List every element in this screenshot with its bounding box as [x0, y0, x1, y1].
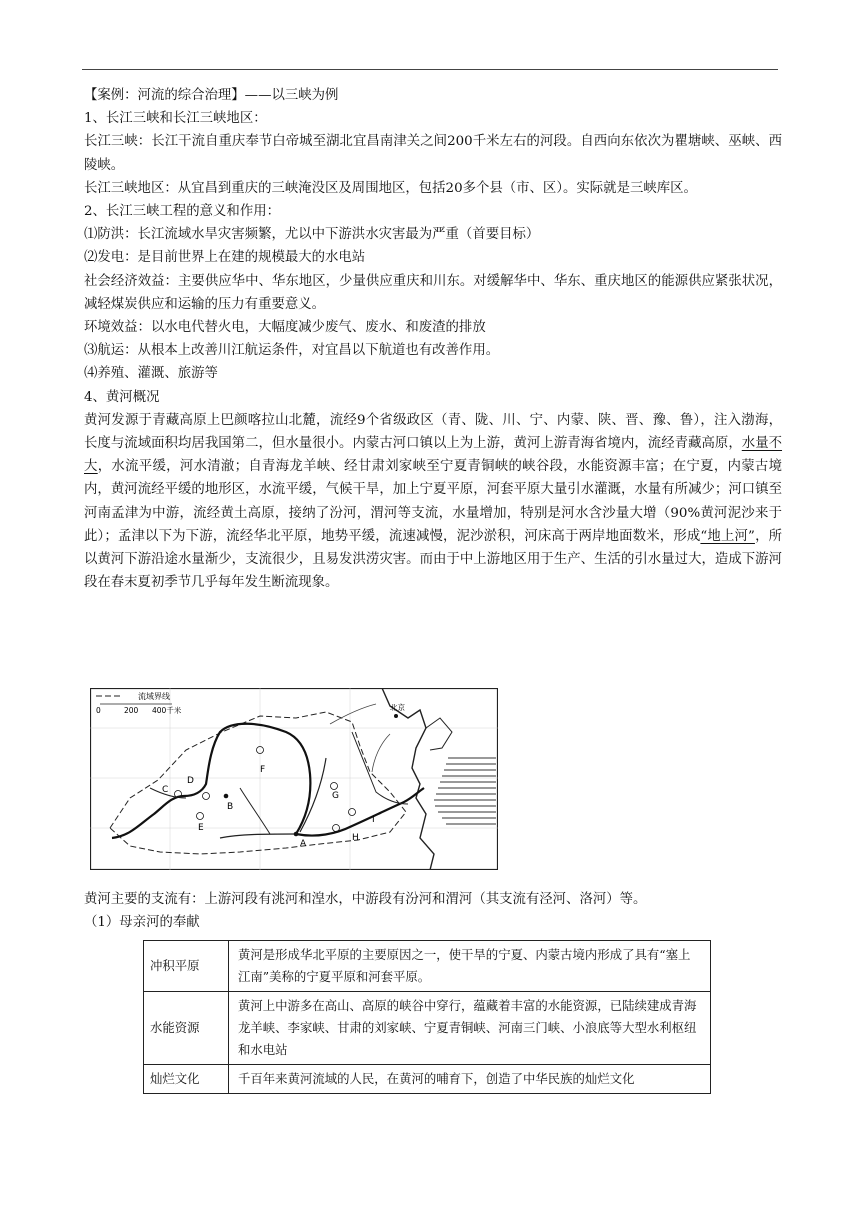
dot-b — [224, 794, 229, 799]
point-d: D — [187, 776, 194, 786]
section-2-line-4: 环境效益：以水电代替火电，大幅度减少废气、废水、和废渣的排放 — [84, 320, 486, 336]
section-1-para-1: 长江三峡：长江干流自重庆奉节白帝城至湖北宜昌南津关之间200千米左右的河段。自西向东依次为瞿塘峡、巫峡、西陵峡。 — [84, 134, 782, 173]
dot-a — [294, 832, 299, 837]
point-e: E — [198, 823, 204, 833]
yellow-river-paragraph — [84, 409, 782, 595]
table-row — [144, 1065, 711, 1094]
header-rule — [82, 69, 778, 70]
yr-underline-2: “地上河” — [700, 528, 755, 544]
doc-title: 【案例：河流的综合治理】——以三峡为例 — [84, 88, 339, 103]
table-row — [144, 992, 711, 1065]
point-a: A — [300, 839, 307, 849]
point-f: F — [260, 765, 266, 775]
yr-text-2: ，水流平缓，河水清澈；自青海龙羊峡、经甘肃刘家峡至宁夏青铜峡的峡谷段，水能资源丰富；在宁夏，内蒙古境内，黄河流经平缓的地形区，水流平缓，气候干旱，加上宁夏平原，河套平原大量引水灌溉，水量有所减少；河口镇至河南孟津为中游，流经黄土高原，接纳了汾河，渭河等支流，水量增加，特别是河水含沙量大增（90%黄河泥沙来于此）；孟津以下为下游，流经华北平原，地势平缓，流速减慢，泥沙淤积，河床高于两岸地面数米，形成 — [84, 459, 783, 544]
yr-text-3: ，所以黄河下游沿途水量渐少，支流很少，且易发洪涝灾害。而由于中上游地区用于生产、生活的引水量过大，造成下游河段在春末夏初季节几乎每年发生断流现象。 — [84, 528, 783, 591]
yellow-river-map — [90, 688, 498, 870]
point-g: G — [332, 791, 339, 801]
section-2-line-5: ⑶航运：从根本上改善川江航运条件，对宜昌以下航道也有改善作用。 — [84, 343, 500, 359]
section-2-line-2: ⑵发电：是目前世界上在建的规模最大的水电站 — [84, 250, 366, 266]
section-1-para-2: 长江三峡地区：从宜昌到重庆的三峡淹没区及周围地区，包括20多个县（市、区）。实际就是三峡库区。 — [84, 180, 697, 196]
section-4-heading: 4、黄河概况 — [84, 389, 160, 405]
legend-label: 流域界线 — [138, 692, 170, 701]
point-i: I — [372, 815, 375, 825]
scale-tick-200: 200 — [124, 706, 139, 715]
scale-tick-0: 0 — [96, 706, 101, 715]
beijing-label: 北京 — [390, 703, 405, 712]
mother-river-table — [143, 940, 711, 1094]
section-2-heading: 2、长江三峡工程的意义和作用： — [84, 204, 280, 220]
table-value: 黄河是形成华北平原的主要原因之一，使干旱的宁夏、内蒙古境内形成了具有“塞上江南”美称的宁夏平原和河套平原。 — [229, 941, 711, 992]
table-key: 灿烂文化 — [144, 1065, 229, 1094]
section-2-line-3: 社会经济效益：主要供应华中、华东地区，少量供应重庆和川东。对缓解华中、华东、重庆地区的能源供应紧张状况，减轻煤炭供应和运输的压力有重要意义。 — [84, 273, 782, 312]
table-value: 黄河上中游多在高山、高原的峡谷中穿行，蕴藏着丰富的水能资源，已陆续建成青海龙羊峡、李家峡、甘肃的刘家峡、宁夏青铜峡、河南三门峡、小浪底等大型水利枢纽和水电站 — [229, 992, 711, 1065]
table-key: 冲积平原 — [144, 941, 229, 992]
point-c: C — [162, 785, 169, 795]
yr-text-1: 黄河发源于青藏高原上巴颜喀拉山北麓，流经9个省级政区（青、陇、川、宁、内蒙、陕、晋、豫、鲁），注入渤海，长度与流域面积均居我国第二，但水量很小。内蒙古河口镇以上为上游，黄河上游青海省境内，流经青藏高原， — [84, 412, 782, 452]
table-row — [144, 941, 711, 992]
yr-underline-1: 水量不大 — [84, 436, 783, 475]
document-body — [84, 84, 782, 594]
after-map-text — [84, 888, 782, 934]
section-1-heading: 1、长江三峡和长江三峡地区： — [84, 111, 267, 127]
section-2-line-1: ⑴防洪：长江流域水旱灾害频繁，尤以中下游洪水灾害最为严重（首要目标） — [84, 227, 540, 243]
beijing-dot — [394, 714, 398, 718]
tributaries-line: 黄河主要的支流有：上游河段有洮河和湟水，中游段有汾河和渭河（其支流有泾河、洛河）等。 — [84, 892, 647, 907]
scale-tick-400: 400千米 — [152, 706, 182, 715]
subsection-1-heading: （1）母亲河的奉献 — [84, 915, 200, 931]
section-2-line-6: ⑷养殖、灌溉、旅游等 — [84, 366, 218, 382]
table-key: 水能资源 — [144, 992, 229, 1065]
point-b: B — [227, 802, 234, 812]
point-h: H — [352, 833, 359, 843]
table-value: 千百年来黄河流域的人民，在黄河的哺育下，创造了中华民族的灿烂文化 — [229, 1065, 711, 1094]
